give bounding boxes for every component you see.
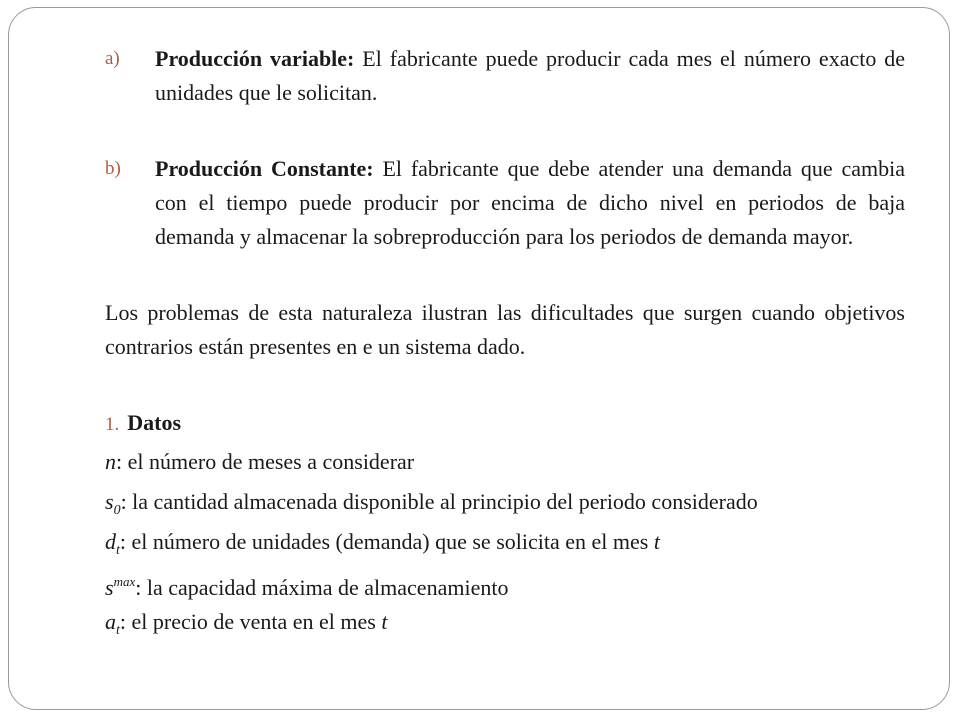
slide-content: [105, 42, 905, 642]
item-b-title: Producción Constante:: [155, 156, 374, 181]
list-item-b-text: [155, 152, 905, 254]
list-item-b: [105, 152, 905, 254]
item-a-body: El fabricante puede producir cada mes el número exacto de unidades que le solicitan.: [155, 46, 906, 105]
list-marker-b: b): [105, 158, 121, 179]
list-item-a: [105, 42, 905, 110]
symbol-at: a: [105, 609, 116, 634]
section-number: 1.: [105, 414, 120, 435]
definition-dt-tail: t: [653, 529, 660, 554]
list-item-a-text: [155, 42, 905, 110]
item-b-body: El fabricante que debe atender una demanda que cambia con el tiempo puede producir por encima de dicho nivel en periodos de baja demanda y almacenar la sobreproducción para los periodos de demanda mayor.: [155, 156, 905, 249]
symbol-n: n: [105, 449, 116, 474]
symbol-s0: s: [105, 489, 114, 514]
definition-smax: [105, 562, 905, 602]
definition-dt: [105, 522, 905, 562]
body-paragraph: Los problemas de esta naturaleza ilustran las dificultades que surgen cuando objetivos contrarios están presentes en e un sistema dado.: [105, 300, 905, 359]
definition-s0-text: : la cantidad almacenada disponible al principio del periodo considerado: [120, 489, 758, 514]
definition-n-text: : el número de meses a considerar: [116, 449, 415, 474]
symbol-smax: s: [105, 575, 114, 600]
symbol-dt: d: [105, 529, 116, 554]
definitions-list: [105, 442, 905, 642]
symbol-at-subscript: t: [116, 623, 120, 638]
symbol-smax-superscript: max: [113, 574, 136, 589]
definition-s0: [105, 482, 905, 522]
definition-at: [105, 602, 905, 642]
definition-n: [105, 442, 905, 482]
definition-dt-text: : el número de unidades (demanda) que se solicita en el mes: [119, 529, 654, 554]
list-marker-a: a): [105, 48, 120, 69]
definition-at-tail: t: [381, 609, 388, 634]
symbol-s0-subscript: 0: [113, 503, 121, 518]
item-a-title: Producción variable:: [155, 46, 355, 71]
section-title: Datos: [127, 410, 182, 435]
section-heading: [105, 406, 905, 442]
symbol-dt-subscript: t: [116, 543, 120, 558]
definition-smax-text: : la capacidad máxima de almacenamiento: [135, 575, 509, 600]
definition-at-text: : el precio de venta en el mes: [119, 609, 382, 634]
